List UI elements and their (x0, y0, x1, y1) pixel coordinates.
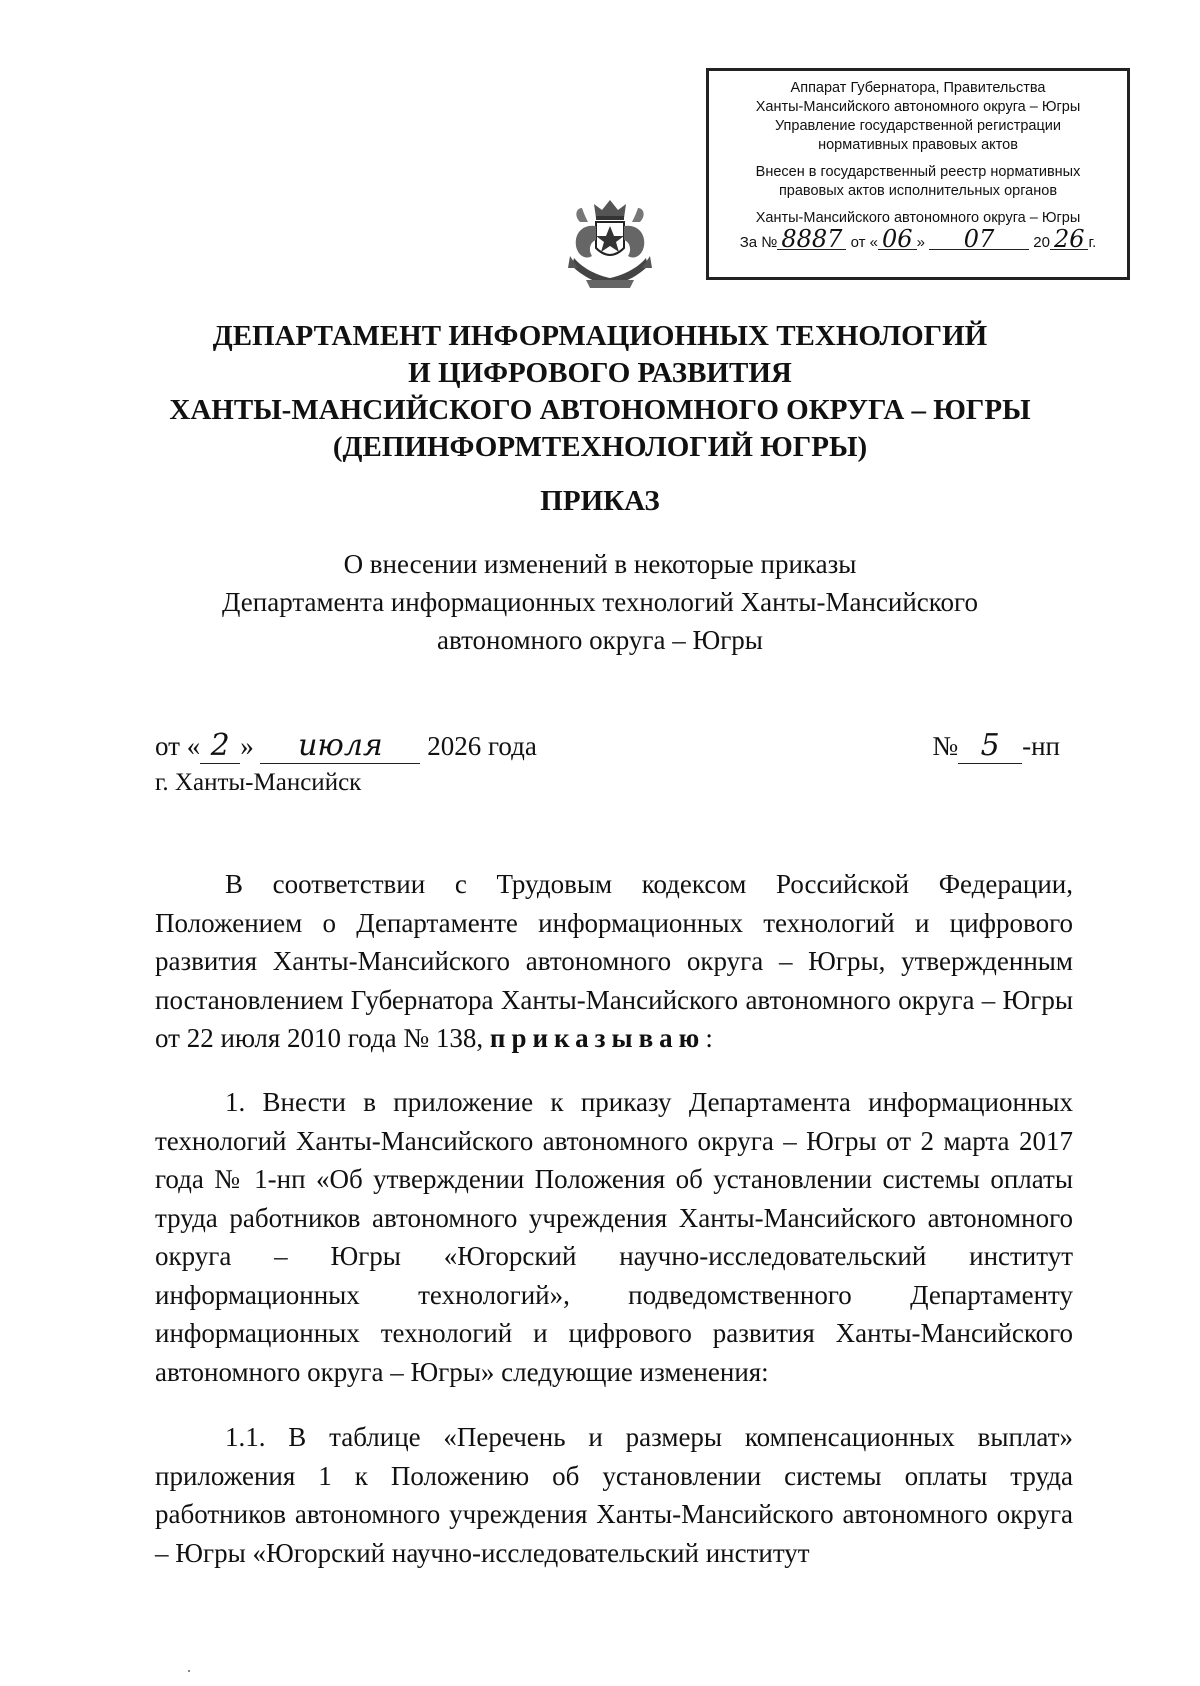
stamp-registration-row (709, 225, 1127, 253)
number-value: 5 (958, 728, 1022, 764)
stamp-reg-prefix: За № (739, 234, 778, 251)
header-line: (ДЕПИНФОРМТЕХНОЛОГИЙ ЮГРЫ) (332, 431, 868, 463)
header-line: ХАНТЫ-МАНСИЙСКОГО АВТОНОМНОГО ОКРУГА – ЮГРЫ (169, 394, 1031, 426)
coat-of-arms-icon (556, 196, 664, 292)
stamp-reg-g: г. (1088, 234, 1097, 251)
item-1-1-text: 1.1. В таблице «Перечень и размеры компенсационных выплат» приложения 1 к Положению об установлении системы оплаты труда работников автономного учреждения Ханты-Мансийского автономного округа – Югры «Югорский научно-исследовательский институт (155, 1422, 1073, 1568)
stamp-line: нормативных правовых актов (818, 137, 1018, 153)
document-city: г. Ханты-Мансийск (155, 769, 362, 796)
stamp-reg-number: 8887 (777, 230, 846, 250)
item-1-text: 1. Внести в приложение к приказу Департамента информационных технологий Ханты-Мансийского автономного округа – Югры от 2 марта 2017 года № 1-нп «Об утверждении Положения об установлении системы оплаты труда работников автономного учреждения Ханты-Мансийского автономного округа – Югры «Югорский научно-исследовательский институт информационных технологий», подведомственного Департаменту информационных технологий и цифрового развития Ханты-Мансийского автономного округа – Югры» следующие изменения: (155, 1087, 1073, 1387)
stamp-line: Внесен в государственный реестр нормативных (755, 164, 1081, 180)
date-month: июля (260, 728, 420, 764)
preamble-text: В соответствии с Трудовым кодексом Российской Федерации, Положением о Департаменте информационных технологий и цифрового развития Ханты-Мансийского автономного округа – Югры, утвержденным постановлением Губернатора Ханты-Мансийского автономного округа – Югры от 22 июля 2010 года № 138, (155, 869, 1073, 1053)
paragraph-item-1-1 (155, 1418, 1073, 1572)
stamp-line: правовых актов исполнительных органов (778, 183, 1058, 199)
header-line: И ЦИФРОВОГО РАЗВИТИЯ (408, 357, 792, 389)
registration-stamp (706, 68, 1130, 280)
date-prefix: от « (155, 731, 201, 761)
subject-line: Департамента информационных технологий Ханты-Мансийского (222, 587, 978, 617)
stamp-reg-close: » (916, 234, 925, 251)
number-suffix: -нп (1022, 731, 1060, 761)
stamp-reg-day: 06 (878, 230, 917, 250)
page-mark (188, 1670, 190, 1672)
preamble-end: : (705, 1023, 713, 1053)
date-day: 2 (200, 728, 240, 764)
document-date (155, 728, 537, 764)
document-number (932, 728, 1060, 764)
date-mid: » (240, 731, 254, 761)
stamp-line: Ханты-Мансийского автономного округа – Югры (755, 99, 1081, 115)
stamp-line: Аппарат Губернатора, Правительства (790, 80, 1046, 96)
stamp-line: Управление государственной регистрации (774, 118, 1062, 134)
stamp-reg-year-suffix: 26 (1050, 230, 1089, 250)
document-type-title: ПРИКАЗ (540, 485, 660, 517)
stamp-reg-month: 07 (929, 230, 1029, 250)
number-prefix: № (932, 731, 959, 761)
subject-line: О внесении изменений в некоторые приказы (343, 549, 857, 579)
stamp-line: Ханты-Мансийского автономного округа – Югры (755, 210, 1081, 226)
paragraph-item-1 (155, 1083, 1073, 1391)
department-header (120, 318, 1080, 466)
subject-line: автономного округа – Югры (437, 625, 763, 655)
stamp-reg-from: от « (850, 234, 879, 251)
order-word: приказываю (489, 1023, 706, 1053)
paragraph-preamble (155, 865, 1073, 1058)
date-year: 2026 года (427, 731, 537, 761)
header-line: ДЕПАРТАМЕНТ ИНФОРМАЦИОННЫХ ТЕХНОЛОГИЙ (212, 320, 988, 352)
stamp-reg-year-prefix: 20 (1033, 234, 1050, 251)
document-subject (150, 545, 1050, 659)
